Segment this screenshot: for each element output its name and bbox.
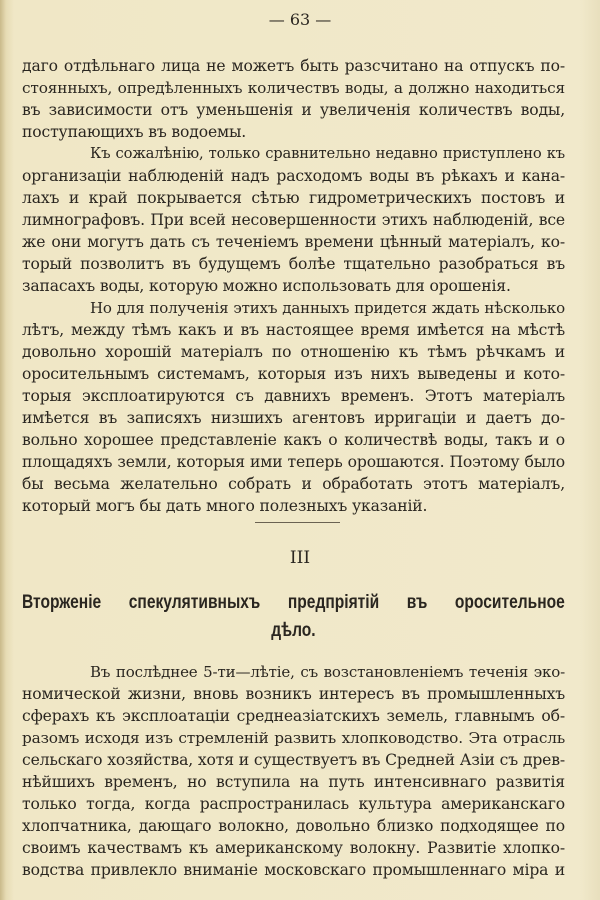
text-line: лѣтъ, между тѣмъ какъ и въ настоящее время имѣется на мѣстѣ xyxy=(22,321,565,339)
text-line: бы весьма желательно собрать и обработать этотъ матеріалъ, xyxy=(22,475,565,493)
section-heading-line: Вторженіе спекулятивныхъ предпріятій въ оросительное xyxy=(22,592,565,613)
text-line: запасахъ воды, которую можно использовать для орошенія. xyxy=(22,277,511,295)
text-line: торый позволитъ въ будущемъ болѣе тщательно разобраться въ xyxy=(22,255,565,273)
text-line: водства привлекло вниманіе московскаго промышленнаго міра и xyxy=(22,861,565,879)
text-line: номической жизни, вновь возникъ интересъ въ промышленныхъ xyxy=(22,685,565,703)
text-line: оросительнымъ системамъ, которыя изъ нихъ выведены и кото- xyxy=(22,365,565,383)
section-number: III xyxy=(289,548,311,568)
text-line: который могъ бы дать много полезныхъ указаній. xyxy=(22,497,428,515)
text-line: только тогда, когда распространилась культура американскаго xyxy=(22,795,565,813)
text-line: нѣйшихъ временъ, но вступила на путь интенсивнаго развитія xyxy=(22,773,565,791)
text-line: торыя эксплоатируются съ давнихъ временъ. Этотъ матеріалъ xyxy=(22,387,565,405)
text-line: Къ сожалѣнію, только сравнительно недавно приступлено къ xyxy=(90,145,565,162)
text-line: площадяхъ земли, которыя ими теперь орошаются. Поэтому было xyxy=(22,453,565,471)
text-line: довольно хорошій матеріалъ по отношенію къ тѣмъ рѣчкамъ и xyxy=(22,343,565,361)
text-line: сельскаго хозяйства, хотя и существуетъ въ Средней Азіи съ древ- xyxy=(22,751,565,769)
text-line: поступающихъ въ водоемы. xyxy=(22,123,247,141)
text-line: Въ послѣднее 5-ти—лѣтіе, съ возстановленіемъ теченія эко- xyxy=(90,663,565,681)
text-line: вольно хорошее представленіе какъ о количествѣ воды, такъ и о xyxy=(22,431,565,449)
text-line: имѣется въ записяхъ низшихъ агентовъ ирригаціи и даетъ до- xyxy=(22,409,565,427)
text-line: даго отдѣльнаго лица не можетъ быть разсчитано на отпускъ по- xyxy=(22,57,565,75)
text-line: Но для полученія этихъ данныхъ придется ждать нѣсколько xyxy=(90,299,565,317)
page-number: — 63 — xyxy=(268,10,332,29)
text-line: стоянныхъ, опредѣленныхъ количествъ воды, а должно находиться xyxy=(22,79,565,97)
text-line: разомъ исходя изъ стремленій развить хлопководство. Эта отрасль xyxy=(22,729,565,747)
text-line: своимъ качествамъ къ американскому волокну. Развитіе хлопко- xyxy=(22,839,565,857)
text-line: лахъ и край покрывается сѣтью гидрометрическихъ постовъ и xyxy=(22,189,565,207)
section-heading-line: дѣло. xyxy=(271,620,316,641)
text-line: же они могутъ дать съ теченіемъ времени цѣнный матеріалъ, ко- xyxy=(22,233,565,251)
text-line: въ зависимости отъ уменьшенія и увеличенія количествъ воды, xyxy=(22,101,565,119)
divider xyxy=(255,522,340,523)
text-line: лимнографовъ. При всей несовершенности этихъ наблюденій, все xyxy=(22,211,565,229)
text-line: хлопчатника, дающаго волокно, довольно близко подходящее по xyxy=(22,817,565,835)
text-line: сферахъ къ эксплоатаціи среднеазіатскихъ земель, главнымъ об- xyxy=(22,707,565,725)
text-line: организаціи наблюденій надъ расходомъ воды въ рѣкахъ и кана- xyxy=(22,167,565,185)
